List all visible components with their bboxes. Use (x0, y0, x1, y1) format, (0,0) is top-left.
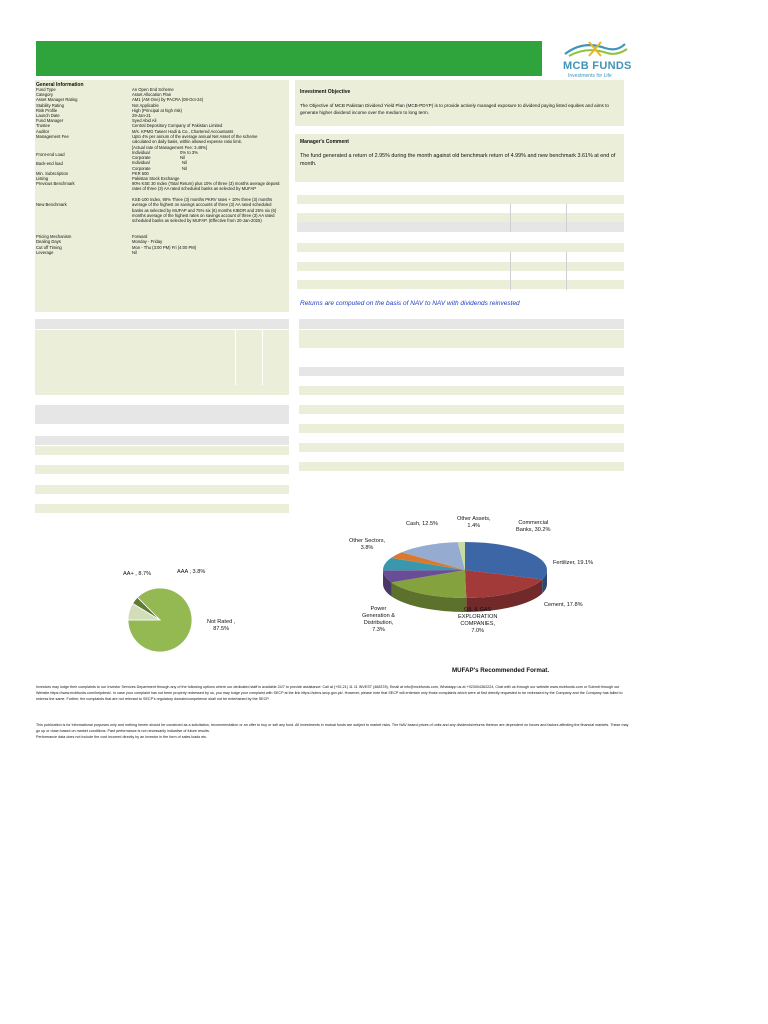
credit-rating-pie-chart (115, 565, 265, 665)
pie-data-label: Fertilizer, 19.1% (553, 560, 594, 566)
info-label: Trustee (36, 123, 51, 129)
table-header (35, 405, 289, 424)
table-row (299, 462, 624, 471)
column-divider (262, 330, 263, 385)
info-value: KSE-100 Index, 90% Three (3) months PKRV rates + 10% three (3) months average of the highest on savings accounts of three (3) AA rated scheduled banks as selected by MUFAP and 75% six (6) months KIBOR and 25% six (6) months average of the highest rates on savings account of three (3) AA rated scheduled banks as selected by MUFAP. (Effective from 20-Jan-2025) (132, 197, 277, 223)
info-value: Forward (132, 234, 148, 240)
info-label: Leverage (36, 249, 54, 255)
pie-data-label: OIL & GAS EXPLORATION COMPANIES, 7.0% (458, 607, 498, 634)
mcb-funds-logo (555, 36, 635, 82)
info-label: Stability Rating (36, 102, 64, 108)
table-body (35, 330, 289, 395)
info-label: Min. Subscription (36, 170, 69, 176)
column-divider (510, 252, 511, 290)
complaints-text: Investors may lodge their complaints to our Investor Services Department through any of the following options where our dedicated staff is available 24/7 to provide assistance: Call at (+92-21) 11 11 INVEST (468378), Email at info@mcbfunds.com, Whatsapp us at +923004362224, Chat with us through our website www.mcbfunds.com or Submit through our Website https://www.mcbfunds.com/helpdesk/. In case your complaint has not been properly redressed by us, you may lodge your complaint with SECP at the link https://sdms.secp.gov.pk/. However, please note that SECP will entertain only those complaints which were at first directly requested to be redressed by the Company and the Company has failed to redress the same. Further, the complaints that are not relevant to SECP's regulatory domain/competence shall not be entertained by the SECP. (36, 685, 623, 701)
info-value: An Open End Scheme (132, 87, 174, 92)
table-row (35, 485, 289, 494)
info-value: Syed Abid Ali (132, 118, 157, 124)
pie-data-label: Not Rated , 87.5% (207, 619, 236, 632)
pie-data-label: AAA , 3.8% (177, 569, 206, 575)
table-row (299, 330, 624, 348)
info-value: AM1 (AM One) by PACRA (08-Oct-24) (132, 97, 204, 103)
info-label: Asset Manager Rating (36, 97, 78, 103)
table-row (297, 213, 624, 222)
table-row (297, 243, 624, 252)
column-divider (566, 252, 567, 290)
table-row (297, 195, 624, 204)
info-value: Upto 4% per annum of the average annual Net Asset of the scheme calculated on daily basis, within allowed expense ratio limit. (132, 133, 258, 144)
info-label: Previous Benchmark (36, 181, 75, 187)
info-value: M/s. KPMG Taseer Hadi & Co., Chartered Accountants (132, 128, 234, 134)
pie-data-label: Commercial Banks, 30.2% (516, 520, 551, 533)
logo-swoosh-icon (555, 36, 635, 62)
info-value: 90% KSE 30 Index (Total Return) plus 10% of three (3) months average deposit rates of three (3) AA rated scheduled banks as selected by MUFAP (132, 181, 280, 192)
info-label: Fund Manager (36, 118, 64, 124)
pie-data-label: Other Assets, 1.4% (457, 516, 491, 529)
sector-allocation-pie-chart (370, 530, 630, 650)
column-divider (235, 330, 236, 385)
table-row (299, 424, 624, 433)
header-banner (36, 41, 542, 76)
info-label: Category (36, 92, 53, 98)
info-value: PKR 500 (132, 170, 149, 176)
info-value: Central Depository Company of Pakistan Limited (132, 123, 223, 129)
table-row (299, 405, 624, 414)
pie-data-label: Cement, 17.8% (544, 602, 583, 608)
column-divider (566, 204, 567, 232)
info-value: Nil (132, 249, 137, 255)
info-value: Individual (132, 160, 150, 166)
brand-name: MCB FUNDS (563, 60, 632, 72)
table-row (35, 465, 289, 474)
info-label: Launch Date (36, 113, 60, 118)
disclaimer-text: This publication is for informational purposes only and nothing herein should be construed as a solicitation, recommendation or an offer to buy or sell any fund. All investments in mutual funds are subject to market risks. The NAV based prices of units and any dividends/returns thereon are dependent on forces and factors affecting the financial markets. These may go up or down based on market conditions. Past performance is not necessarily indicative of future results. (36, 723, 629, 733)
info-value: Mon - Thu (3:00 PM) Fri (4:00 PM) (132, 244, 197, 250)
info-value: Nil (182, 165, 187, 171)
manager-comment-title: Manager's Comment (300, 139, 349, 145)
info-value: Pakistan Stock Exchange (132, 176, 180, 181)
table-header (299, 367, 624, 376)
table-row (299, 443, 624, 452)
table-row (297, 262, 624, 271)
info-label: Dealing Days (36, 239, 61, 245)
info-label: Management Fee (36, 133, 69, 139)
column-divider (510, 204, 511, 232)
pie-data-label: Cash, 12.5% (406, 521, 439, 527)
info-label: Auditor (36, 128, 50, 134)
pie-data-label: AA+ , 8.7% (123, 571, 152, 577)
table-row (35, 504, 289, 513)
table-header (35, 319, 289, 329)
info-value: Monday - Friday (132, 239, 163, 245)
info-value: Not Applicable (132, 102, 159, 108)
info-value: 0% to 3% (180, 150, 198, 155)
info-value: Nil (180, 155, 185, 161)
table-row (297, 222, 624, 232)
table-row (35, 446, 289, 455)
info-label: Front-end Load (36, 151, 65, 157)
info-value: 29-Jan-21 (132, 113, 151, 118)
pie-data-label: Power Generation & Distribution, 7.3% (362, 606, 395, 633)
info-value: High (Principal at high risk) (132, 107, 183, 113)
table-header (299, 319, 624, 329)
mufap-format-note: MUFAP's Recommended Format. (452, 667, 550, 674)
info-label: Listing (36, 176, 49, 181)
info-value: Asset Allocation Plan (132, 92, 172, 98)
investment-objective-text: The Objective of MCB Pakistan Dividend Yield Plan (MCB-PDYP) is to provide actively managed exposure to dividend paying listed equities and aims to generate higher dividend income over the medium to long term. (300, 103, 609, 115)
table-header (35, 436, 289, 445)
info-label: New Benchmark (36, 202, 67, 208)
pie-data-label: Other Sectors, 3.8% (349, 538, 386, 551)
manager-comment-text: The fund generated a return of 2.95% during the month against old benchmark return of 4.99% and new benchmark 3.61% at end of month. (300, 153, 616, 167)
info-value: Corporate (132, 155, 151, 161)
brand-tagline: Investments for Life (568, 73, 612, 79)
info-value: [Actual rate of Management Fee: 3.48%] (132, 144, 208, 150)
info-label: Cut off Timing (36, 244, 62, 250)
performance-note: Performance data does not include the cost incurred directly by an investor in the form of sales loads etc. (36, 735, 208, 739)
info-label: Back-end load (36, 160, 63, 166)
info-value: Individual (132, 150, 150, 155)
table-row (297, 280, 624, 289)
info-label: Pricing Mechanism (36, 234, 72, 240)
info-label: Risk Profile (36, 107, 58, 113)
info-value: Corporate (132, 165, 151, 171)
investment-objective-title: Investment Objective (300, 89, 351, 95)
returns-note: Returns are computed on the basis of NAV to NAV with dividends reinvested (300, 300, 520, 307)
table-row (299, 386, 624, 395)
info-value: Nil (182, 160, 187, 166)
general-information-title: General Information (36, 82, 84, 88)
info-label: Fund Type (36, 87, 56, 92)
